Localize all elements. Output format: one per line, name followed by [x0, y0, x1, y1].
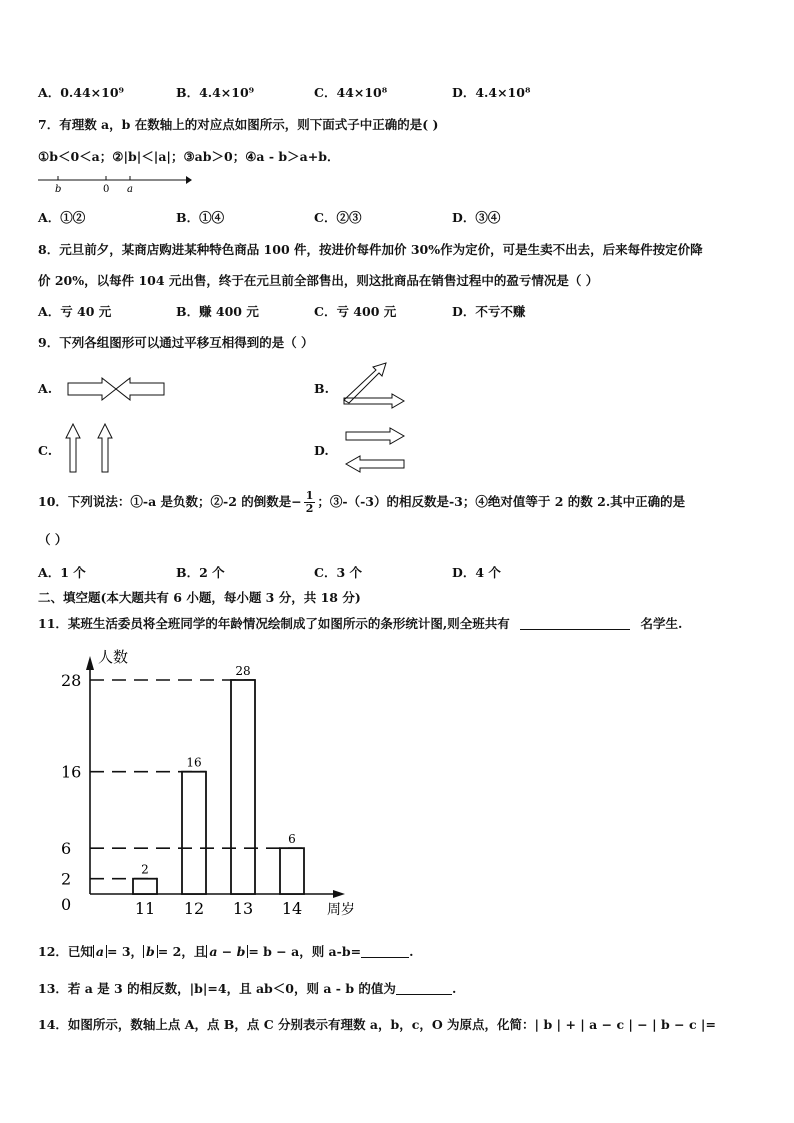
q13-answer-blank[interactable] [396, 982, 452, 995]
bar-data-label: 6 [288, 832, 296, 847]
q9-option-b-label: B. [314, 381, 329, 396]
q9-option-a-label: A. [38, 381, 53, 396]
q6-option-c: C．44×10⁸ [314, 85, 388, 100]
q12-suffix: . [409, 944, 414, 959]
y-tick-label: 0 [61, 895, 72, 914]
q9-option-c-label: C. [38, 443, 53, 458]
q13-stem [38, 979, 456, 997]
q10-stem-part1: 10．下列说法：①-a 是负数；②-2 的倒数是− [38, 494, 302, 509]
bar-data-label: 16 [186, 755, 202, 770]
bar [133, 879, 157, 894]
q11-answer-blank[interactable] [520, 617, 630, 630]
q7-stem: 7．有理数 a，b 在数轴上的对应点如图所示，则下面式子中正确的是( ) [38, 117, 439, 132]
q12-answer-blank[interactable] [361, 945, 409, 958]
q6-option-d: D．4.4×10⁸ [452, 85, 531, 100]
bar [231, 680, 255, 894]
q7-statements: ①b＜0＜a；②|b|＜|a|；③ab＞0；④a - b＞a+b． [38, 149, 340, 164]
x-axis-label: 周岁 [327, 902, 355, 918]
q9-stem: 9．下列各组图形可以通过平移互相得到的是（ ） [38, 335, 314, 350]
q9-figure-a [66, 375, 166, 403]
y-tick-label: 6 [61, 839, 72, 859]
q6-option-b: B．4.4×10⁹ [176, 85, 255, 100]
q13-text: 13．若 a 是 3 的相反数，|b|=4，且 ab＜0，则 a - b 的值为 [38, 981, 396, 996]
bar-data-label: 2 [141, 862, 149, 877]
q8-line1: 8．元旦前夕，某商店购进某种特色商品 100 件，按进价每件加价 30%作为定价，可是生卖不出去，后来每件按定价降 [38, 242, 703, 257]
axis-label-a: a [127, 184, 133, 195]
bar [182, 772, 206, 894]
q10-option-b: B．2 个 [176, 565, 225, 580]
q6-option-a: A．0.44×10⁹ [38, 85, 124, 100]
y-axis-arrow [86, 656, 94, 670]
q12-stem [38, 942, 413, 960]
q8-option-b: B．赚 400 元 [176, 304, 259, 319]
axis-label-b: b [55, 184, 62, 195]
age-bar-chart [55, 642, 375, 922]
bar-data-label: 28 [235, 664, 251, 678]
y-tick-label: 28 [61, 671, 82, 690]
q9-figure-c [62, 420, 122, 474]
q10-stem [38, 490, 685, 515]
q7-option-c: C．②③ [314, 210, 362, 225]
q7-number-line [36, 170, 192, 196]
axis-label-zero: 0 [103, 184, 110, 195]
y-tick-label: 16 [61, 762, 82, 782]
q8-option-a: A．亏 40 元 [38, 304, 112, 319]
q10-frac-num: 1 [305, 489, 314, 502]
q10-paren: （ ） [38, 532, 68, 547]
x-tick-label: 14 [281, 899, 303, 918]
q8-line2: 价 20%，以每件 104 元出售，终于在元旦前全部售出，则这批商品在销售过程中的盈亏情况是（ ） [38, 273, 599, 288]
q12-eq2: = 2，且 [157, 944, 207, 959]
q12-abs-a-minus-b: a − b [206, 945, 248, 958]
q10-option-a: A．1 个 [38, 565, 86, 580]
q14-stem: 14．如图所示，数轴上点 A，点 B，点 C 分别表示有理数 a，b，c，O 为原点，化简：| b | + | a − c | − | b − c |= [38, 1017, 716, 1032]
q10-frac-den: 2 [305, 502, 314, 515]
q9-figure-d [342, 424, 408, 474]
y-tick-label: 2 [61, 869, 72, 889]
q11-stem-before: 11．某班生活委员将全班同学的年龄情况绘制成了如图所示的条形统计图,则全班共有 [38, 616, 510, 631]
bar [280, 848, 304, 894]
q12-eq1: = 3， [107, 944, 144, 959]
q12-eq3: = b − a，则 a-b= [248, 944, 362, 959]
q8-option-d: D．不亏不赚 [452, 304, 526, 319]
q7-option-b: B．①④ [176, 210, 225, 225]
q12-abs-a: a [93, 945, 107, 958]
q9-option-d-label: D. [314, 443, 329, 458]
q13-suffix: . [451, 981, 457, 996]
q10-option-c: C．3 个 [314, 565, 362, 580]
q7-option-a: A．①② [38, 210, 86, 225]
x-axis-arrow [333, 890, 345, 898]
x-tick-label: 11 [134, 899, 156, 918]
q11-stem-after: 名学生. [640, 616, 683, 631]
q12-abs-b: b [143, 945, 158, 958]
q10-stem-part2: ；③-（-3）的相反数是-3；④绝对值等于 2 的数 2.其中正确的是 [317, 494, 686, 509]
q10-option-d: D．4 个 [452, 565, 501, 580]
q10-fraction [304, 490, 316, 515]
x-tick-label: 12 [183, 899, 205, 918]
q8-option-c: C．亏 400 元 [314, 304, 397, 319]
section-2-heading: 二、填空题(本大题共有 6 小题，每小题 3 分，共 18 分) [38, 590, 361, 605]
q9-figure-b [340, 360, 408, 410]
q12-prefix: 12．已知 [38, 944, 93, 959]
q7-option-d: D．③④ [452, 210, 501, 225]
y-axis-label: 人数 [98, 648, 129, 666]
x-tick-label: 13 [232, 899, 254, 918]
q11-stem [38, 614, 682, 632]
